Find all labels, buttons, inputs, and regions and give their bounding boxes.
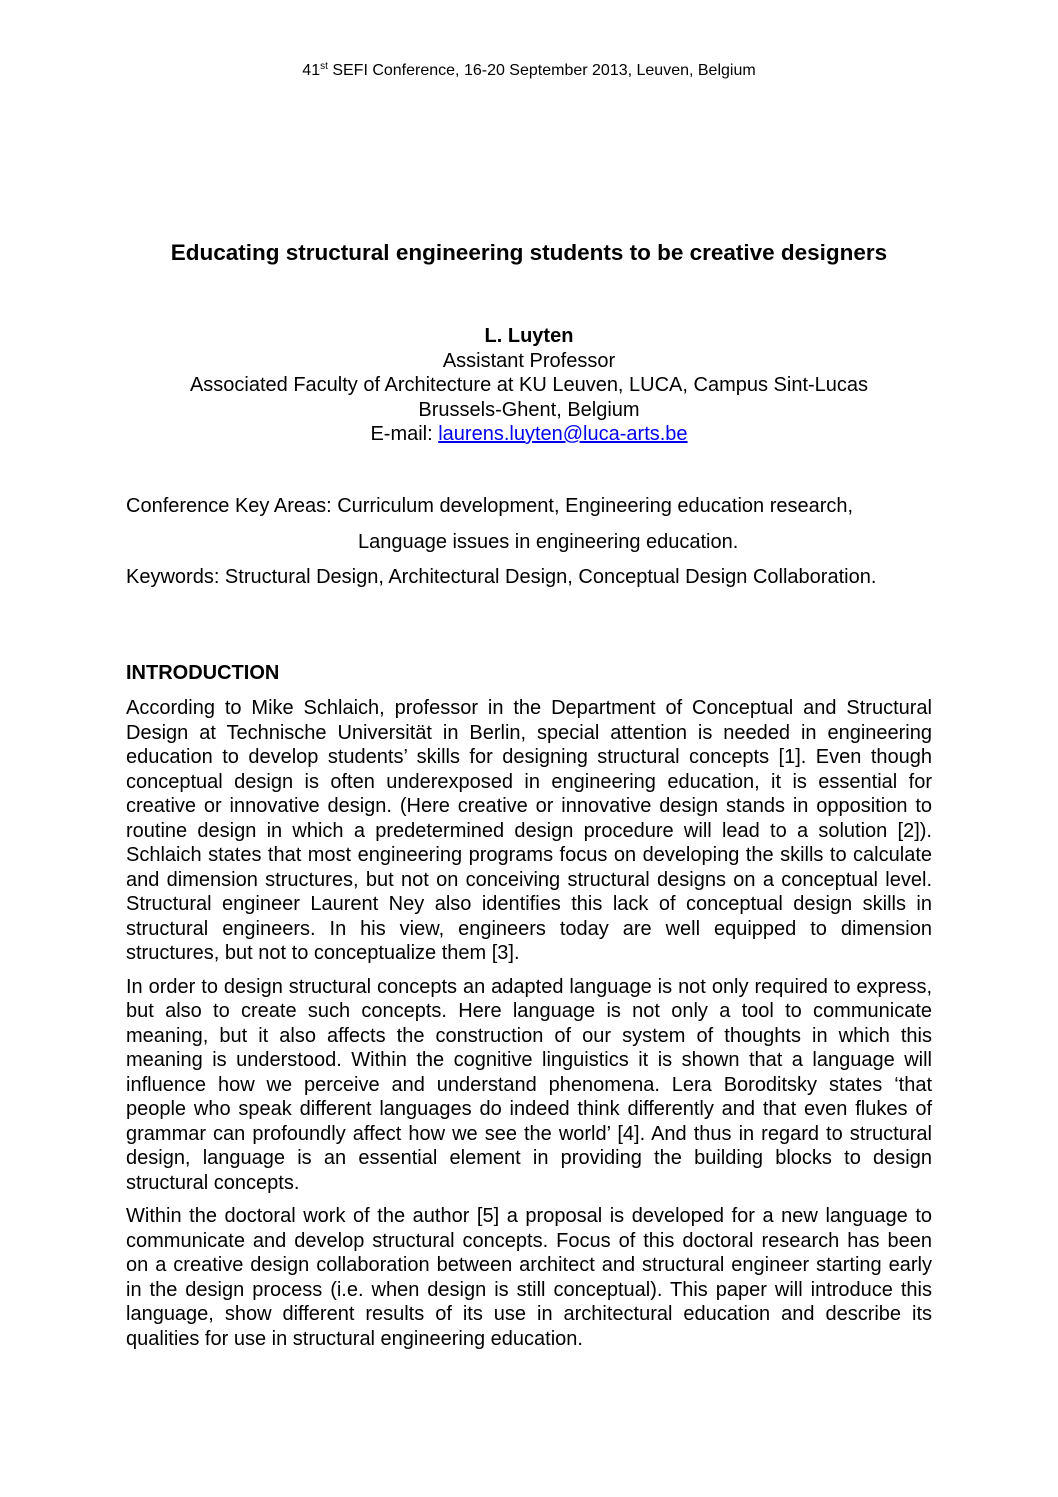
- author-block: [0, 324, 1058, 447]
- author-name: L. Luyten: [484, 325, 574, 347]
- author-position: Assistant Professor: [442, 349, 616, 372]
- running-header: [0, 62, 1058, 80]
- paper-title: Educating structural engineering students to be creative designers: [170, 240, 888, 265]
- section-heading-introduction: INTRODUCTION: [126, 662, 280, 684]
- paragraph: Within the doctoral work of the author [5] a proposal is developed for a new language to communicate and develop structural concepts. Focus of this doctoral research has been on a creative design collaboration between architect and structural engineer starting early in the design process (i.e. when design is still conceptual). This paper will introduce this language, show different results of its use in architectural education and describe its qualities for use in structural engineering education.: [126, 1205, 932, 1350]
- email-link[interactable]: laurens.luyten@luca-arts.be: [438, 423, 688, 445]
- paragraph: In order to design structural concepts an adapted language is not only required to express, but also to create such concepts. Here language is not only a tool to communicate meaning, but it also affects the construction of our system of thoughts in which this meaning is understood. Within the cognitive linguistics it is shown that a language will influence how we perceive and understand phenomena. Lera Boroditsky states ‘that people who speak different languages do indeed think differently and that even flukes of grammar can profoundly affect how we see the world’ [4]. And thus in regard to structural design, language is an essential element in providing the building blocks to design structural concepts.: [126, 975, 932, 1194]
- key-areas-line2: Language issues in engineering education.: [358, 531, 739, 553]
- conference-ordinal: 41: [302, 62, 321, 79]
- introduction-body: [126, 696, 932, 1360]
- conference-header-text: SEFI Conference, 16-20 September 2013, Leuven, Belgium: [327, 62, 756, 79]
- keywords: Keywords: Structural Design, Architectural Design, Conceptual Design Collaboration.: [126, 566, 877, 588]
- email-label: E-mail:: [370, 423, 439, 445]
- key-areas-line1: Conference Key Areas: Curriculum development, Engineering education research,: [126, 495, 854, 517]
- conference-ordinal-suffix: st: [320, 61, 328, 72]
- author-affiliation-line1: Associated Faculty of Architecture at KU Leuven, LUCA, Campus Sint-Lucas: [189, 374, 869, 396]
- author-affiliation-line2: Brussels-Ghent, Belgium: [418, 398, 640, 421]
- paragraph: According to Mike Schlaich, professor in the Department of Conceptual and Structural Design at Technische Universität in Berlin, special attention is needed in engineering education to develop students’ skills for designing structural concepts [1]. Even though conceptual design is often underexposed in engineering education, it is essential for creative or innovative design. (Here creative or innovative design stands in opposition to routine design in which a predetermined design procedure will lead to a solution [2]). Schlaich states that most engineering programs focus on developing the skills to calculate and dimension structures, but not on conceiving structural designs on a conceptual level. Structural engineer Laurent Ney also identifies this lack of conceptual design skills in structural engineers. In his view, engineers today are well equipped to dimension structures, but not to conceptualize them [3].: [126, 697, 932, 964]
- author-email-line: [0, 422, 1058, 447]
